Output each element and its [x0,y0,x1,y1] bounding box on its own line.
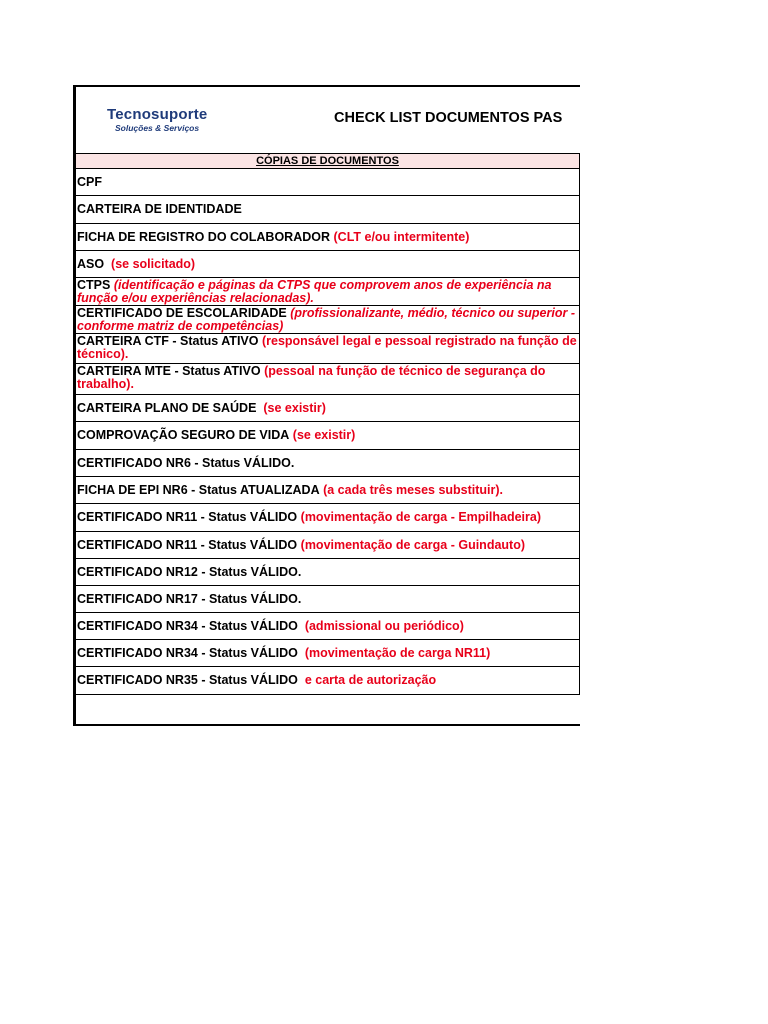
item-note: (movimentação de carga NR11) [304,645,491,660]
item-note: e carta de autorização [304,673,437,687]
document-list [76,169,580,725]
section-header [76,153,580,169]
item-main: FICHA DE EPI NR6 - Status ATUALIZADA [77,482,320,497]
item-main: CARTEIRA CTF - Status ATIVO [77,334,259,348]
item-main: CERTIFICADO DE ESCOLARIDADE [77,306,287,320]
list-item [76,504,580,532]
empty-row [76,695,580,725]
item-note: (a cada três meses substituir). [323,482,504,497]
item-main: CTPS [77,278,111,292]
item-main: CERTIFICADO NR34 - Status VÁLIDO [77,618,298,633]
list-item [76,422,580,450]
list-item [76,306,580,334]
item-main: CERTIFICADO NR6 - Status VÁLIDO. [77,455,295,470]
item-main: COMPROVAÇÃO SEGURO DE VIDA [77,428,290,442]
item-main: CERTIFICADO NR35 - Status VÁLIDO [77,673,298,687]
list-item [76,278,580,306]
list-item [76,532,580,559]
list-item [76,450,580,477]
sheet-header [76,87,580,153]
item-main: ASO [77,256,105,271]
item-note: (se existir) [263,400,326,415]
item-main: CARTEIRA PLANO DE SAÚDE [77,400,257,415]
item-note: (movimentação de carga - Guindauto) [300,537,525,552]
item-main: CPF [77,174,102,189]
item-main: CERTIFICADO NR11 - Status VÁLIDO [77,510,298,524]
list-item [76,640,580,667]
item-note: (identificação e páginas da CTPS que comprovem anos de experiência na função e/ou experiências relacionadas). [77,278,552,305]
company-logo [107,106,247,136]
item-note: (se solicitado) [111,256,196,271]
item-note: (profissionalizante, médio, técnico ou superior - conforme matriz de competências) [77,306,575,333]
item-main: FICHA DE REGISTRO DO COLABORADOR [77,229,331,244]
list-item [76,169,580,196]
list-item [76,196,580,224]
item-main: CERTIFICADO NR17 - Status VÁLIDO. [77,591,302,606]
item-main: CARTEIRA MTE - Status ATIVO [77,364,261,378]
list-item [76,395,580,422]
list-item [76,334,580,364]
item-main: CERTIFICADO NR34 - Status VÁLIDO [77,645,298,660]
item-note: (pessoal na função de técnico de segurança do trabalho). [77,364,546,391]
list-item [76,559,580,586]
item-main: CERTIFICADO NR12 - Status VÁLIDO. [77,564,302,579]
list-item [76,364,580,395]
logo-name: Tecnosuporte [107,106,208,123]
item-main: CARTEIRA DE IDENTIDADE [77,202,242,216]
item-note: (movimentação de carga - Empilhadeira) [300,510,542,524]
list-item [76,251,580,278]
item-note: (CLT e/ou intermitente) [333,229,470,244]
list-item [76,613,580,640]
list-item [76,586,580,613]
logo-tagline: Soluções & Serviços [115,123,200,133]
item-note: (admissional ou periódico) [304,618,464,633]
item-note: (responsável legal e pessoal registrado na função de técnico). [77,334,577,361]
list-item [76,224,580,251]
section-header-label: CÓPIAS DE DOCUMENTOS [256,155,399,167]
item-note: (se existir) [292,428,356,442]
list-item [76,477,580,504]
page-title: CHECK LIST DOCUMENTOS PAS [334,110,563,126]
item-main: CERTIFICADO NR11 - Status VÁLIDO [77,537,298,552]
checklist-sheet [73,85,580,726]
list-item [76,667,580,695]
